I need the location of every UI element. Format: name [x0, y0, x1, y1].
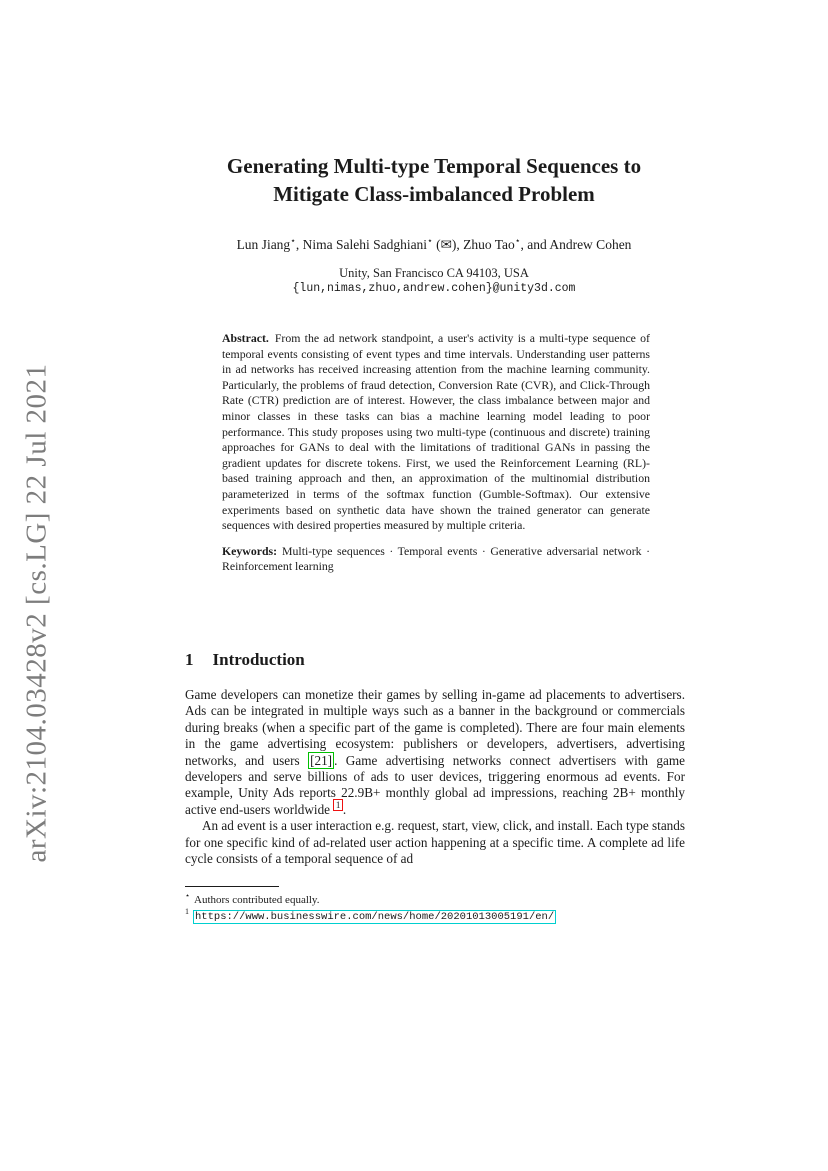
- footnote-1-url-link[interactable]: https://www.businesswire.com/news/home/20201013005191/en/: [195, 911, 555, 923]
- author-star-mark: ⋆: [514, 235, 521, 246]
- arxiv-watermark: arXiv:2104.03428v2 [cs.LG] 22 Jul 2021: [20, 363, 53, 863]
- footnote-star: [185, 892, 685, 908]
- paper-title: [164, 152, 704, 208]
- author-star-mark: ⋆: [290, 235, 296, 246]
- author-name: , Nima Salehi Sadghiani: [295, 237, 428, 252]
- section-title: Introduction: [212, 650, 305, 669]
- paragraph-text: Game developers can monetize their games by selling in-game ad placements to advertisers. Ads can be integrated in multiple ways such as a banner in the background or commercials during breaks (when a specific part of the game is completed). There are four main elements in the game advertising ecosystem: publishers or developers, advertisers, advertising networks, and users: [185, 687, 685, 768]
- author-name: (✉), Zhuo Tao: [432, 237, 515, 252]
- section-heading-introduction: [185, 650, 305, 670]
- paper-title-line1: Generating Multi-type Temporal Sequences to: [226, 154, 642, 178]
- paragraph-text: . Game advertising networks connect advertisers with game developers and serve billions of ads to user devices, triggering enormous ad events. For example, Unity Ads reports 22.9B+ monthly global ad impressions, reaching 2B+ monthly active end-users worldwide: [185, 752, 685, 817]
- footnote-ref-1-link[interactable]: 1: [333, 799, 343, 811]
- footnote-1-marker: 1: [185, 907, 189, 917]
- footnote-rule: [185, 886, 279, 887]
- abstract-text: From the ad network standpoint, a user's activity is a multi-type sequence of temporal events consisting of event types and time intervals. Understanding user patterns in ad networks has received increasing attention from the machine learning community. Particularly, the problems of fraud detection, Conversion Rate (CVR), and Click-Through Rate (CTR) prediction are of interest. However, the class imbalance between major and minor classes in these tasks can bias a machine learning model leading to poor performance. This study proposes using two multi-type (continuous and discrete) training approaches for GANs to deal with the limitations of traditional GANs in passing the gradient updates for discrete tokens. First, we used the Reinforcement Learning (RL)-based training approach and then, an approximation of the multinomial distribution parameterized in terms of the softmax function (Gumble-Softmax). Our extensive experiments based on synthetic data have shown the trained generator can generate sequences with desired properties measured by multiple criteria.: [222, 331, 650, 533]
- keywords-text: Multi-type sequences · Temporal events · Generative adversarial network · Reinforcement learning: [222, 543, 650, 574]
- author-name: Lun Jiang: [236, 237, 291, 252]
- affiliation: Unity, San Francisco CA 94103, USA: [339, 266, 529, 280]
- section-number: 1: [185, 650, 194, 669]
- intro-paragraph-1: [185, 687, 685, 818]
- abstract-section: [222, 331, 650, 575]
- author-star-mark: ⋆: [427, 235, 433, 246]
- introduction-body: [185, 687, 685, 867]
- author-line: [124, 237, 744, 253]
- footnote-area: [185, 886, 685, 925]
- paragraph-text: .: [342, 801, 347, 817]
- keywords-label: Keywords:: [222, 543, 278, 558]
- footnote-star-marker: ⋆: [185, 891, 191, 901]
- citation-link-21[interactable]: [21]: [310, 752, 333, 768]
- email-line: {lun,nimas,zhuo,andrew.cohen}@unity3d.com: [292, 282, 576, 295]
- paper-title-line2: Mitigate Class-imbalanced Problem: [273, 182, 595, 206]
- keywords-paragraph: [222, 544, 650, 575]
- footnote-1: [185, 908, 685, 925]
- intro-paragraph-2: An ad event is a user interaction e.g. request, start, view, click, and install. Each type stands for one specific kind of ad-related user action happening at a specific time. A complete ad life cycle consists of a temporal sequence of ad: [185, 818, 685, 867]
- footnote-star-text: Authors contributed equally.: [194, 894, 320, 906]
- abstract-paragraph: [222, 331, 650, 534]
- abstract-label: Abstract.: [222, 331, 269, 345]
- author-name: , and Andrew Cohen: [520, 237, 632, 252]
